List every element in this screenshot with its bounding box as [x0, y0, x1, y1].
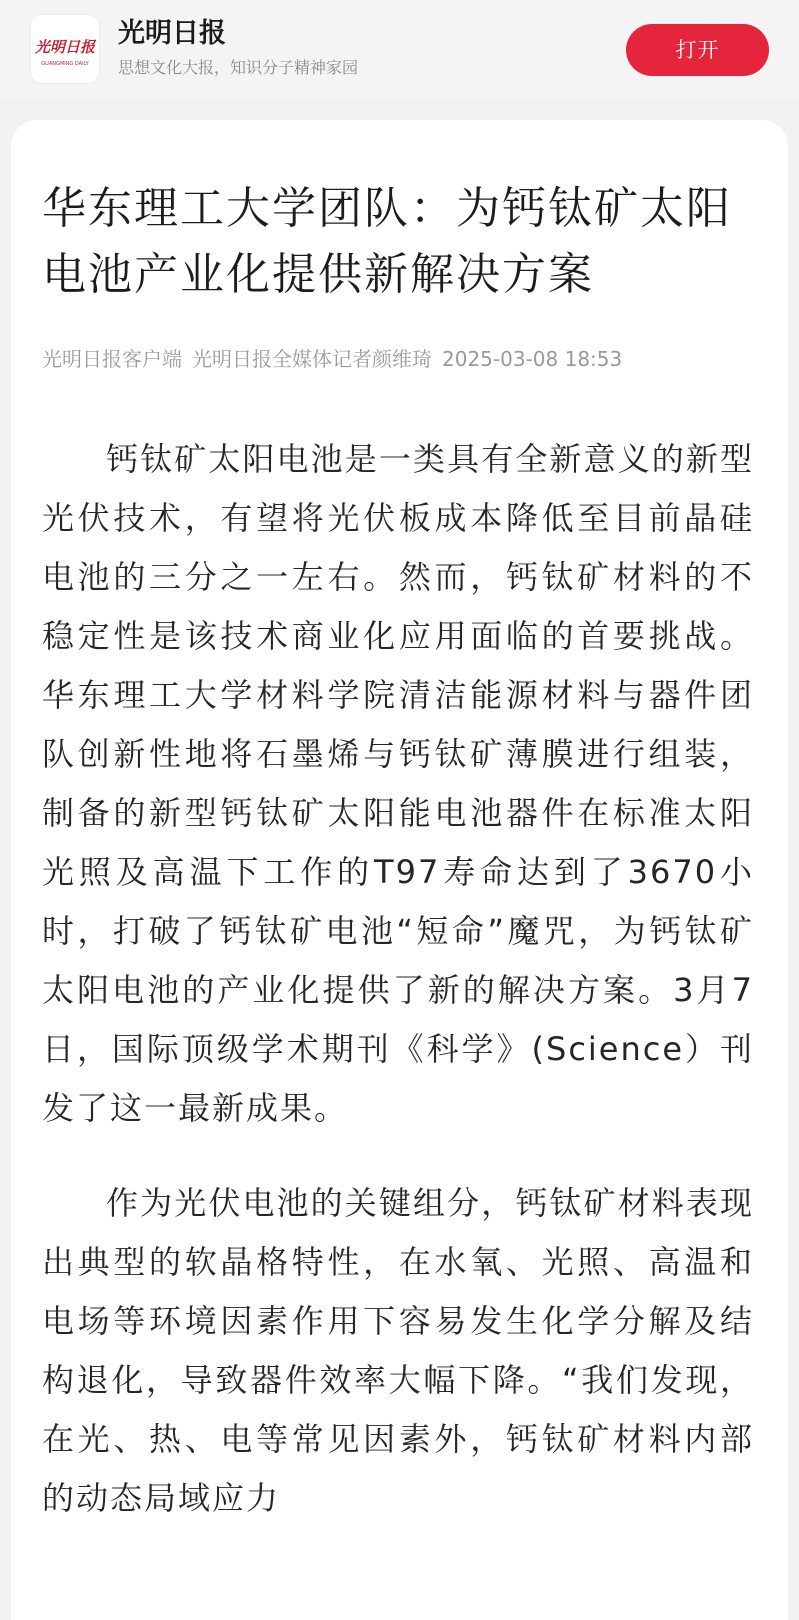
open-app-button[interactable]: 打开 [626, 24, 769, 76]
app-tagline: 思想文化大报，知识分子精神家园 [118, 58, 359, 77]
article-source: 光明日报客户端 [42, 347, 182, 371]
article-meta [42, 345, 762, 373]
svg-text:光明日报: 光明日报 [34, 38, 96, 56]
article-paragraph: 钙钛矿太阳电池是一类具有全新意义的新型光伏技术，有望将光伏板成本降低至目前晶硅电池的三分之一左右。然而，钙钛矿材料的不稳定性是该技术商业化应用面临的首要挑战。华东理工大学材料学院清洁能源材料与器件团队创新性地将石墨烯与钙钛矿薄膜进行组装，制备的新型钙钛矿太阳能电池器件在标准太阳光照及高温下工作的T97寿命达到了3670小时，打破了钙钛矿电池“短命”魔咒，为钙钛矿太阳电池的产业化提供了新的解决方案。3月7日，国际顶级学术期刊《科学》(Science）刊发了这一最新成果。 [42, 440, 754, 1127]
article-title: 华东理工大学团队：为钙钛矿太阳电池产业化提供新解决方案 [42, 183, 732, 300]
article-card [11, 120, 788, 1620]
app-name: 光明日报 [118, 18, 226, 49]
guangming-daily-logo[interactable] [30, 14, 100, 84]
calligraphy-logo-icon [30, 14, 100, 84]
app-download-banner [0, 0, 799, 100]
article-paragraph: 作为光伏电池的关键组分，钙钛矿材料表现出典型的软晶格特性，在水氧、光照、高温和电场等环境因素作用下容易发生化学分解及结构退化，导致器件效率大幅下降。“我们发现，在光、热、电等常见因素外，钙钛矿材料内部的动态局域应力 [42, 1184, 754, 1517]
article-author: 光明日报全媒体记者颜维琦 [192, 347, 432, 371]
article-timestamp: 2025-03-08 18:53 [442, 347, 623, 371]
article-body [42, 430, 754, 1564]
svg-text:GUANGMING DAILY: GUANGMING DAILY [41, 61, 89, 67]
